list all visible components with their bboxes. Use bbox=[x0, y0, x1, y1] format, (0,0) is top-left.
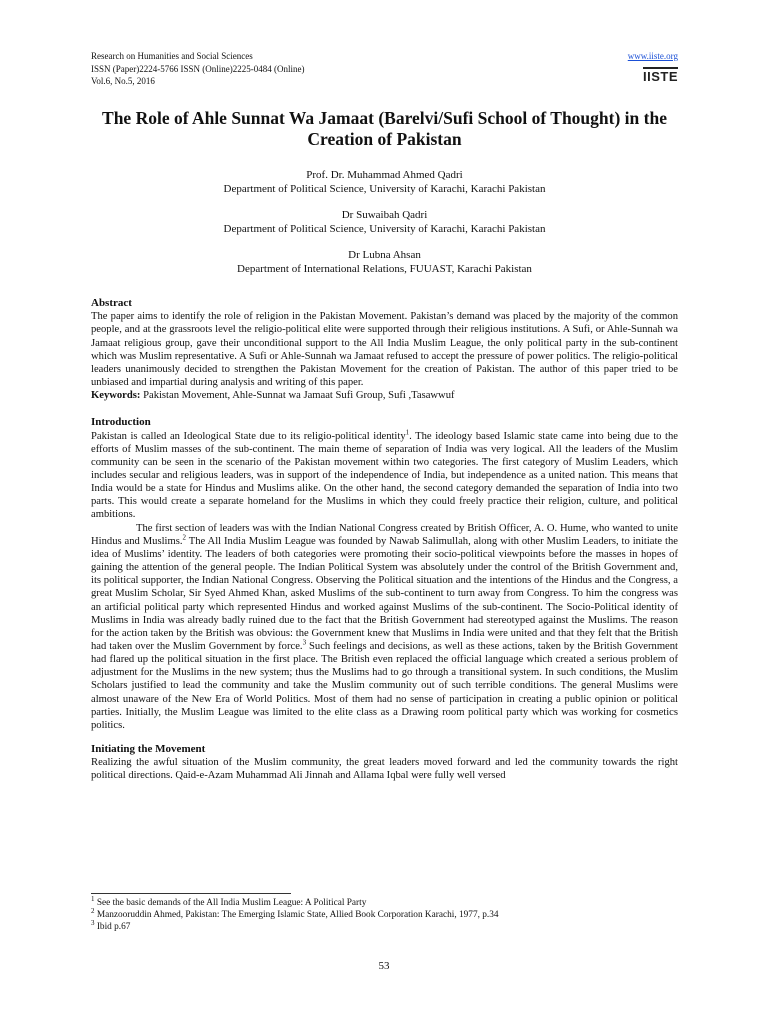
footnote-ref[interactable]: 2 bbox=[182, 533, 186, 542]
journal-name: Research on Humanities and Social Sciences bbox=[91, 51, 253, 61]
author-name: Dr Suwaibah Qadri bbox=[341, 209, 428, 221]
journal-website-link[interactable]: www.iiste.org bbox=[627, 51, 678, 61]
author-block bbox=[91, 168, 678, 196]
introduction-section bbox=[91, 416, 678, 732]
abstract-text: The paper aims to identify the role of religion in the Pakistan Movement. Pakistan’s demand was placed by the majority of the common people, and at the grassroots level the religio-political elite were supported through their religious institutions. A Sufi, or Ahle-Sunnah wa Jamaat religious group, gave their unconditional support to the All India Muslim League, the only political party in the sub-continent which was Muslim representative. A Sufi or Ahle-Sunnah wa Jamaat refused to accept the pressure of power politics. The religio-political leaders unanimously decided to strengthen the Pakistan Movement for the creation of Pakistan. The author of this paper tried to be unbiased and impartial during analysis and writing of this paper. bbox=[91, 311, 678, 388]
author-block bbox=[91, 208, 678, 236]
author-affiliation: Department of Political Science, University of Karachi, Karachi Pakistan bbox=[223, 223, 546, 235]
author-affiliation: Department of International Relations, FUUAST, Karachi Pakistan bbox=[237, 263, 532, 275]
footnote-text: Ibid p.67 bbox=[94, 922, 131, 932]
journal-volume: Vol.6, No.5, 2016 bbox=[91, 76, 155, 86]
journal-header bbox=[91, 50, 678, 90]
paragraph-text: The first section of leaders was with the Indian National Congress created by British Officer, A. O. Hume, who wanted to unite Hindus and Muslims. bbox=[91, 522, 678, 547]
footnotes bbox=[91, 894, 678, 933]
keywords-text: Pakistan Movement, Ahle-Sunnat wa Jamaat Sufi Group, Sufi ,Tasawwuf bbox=[143, 390, 455, 402]
paragraph-text: . The ideology based Islamic state came into being due to the efforts of Muslim masses of the sub-continent. The main theme of separation of India was very logical. All the leaders of the Muslim community can be seen in the scenario of the Pakistan movement within two categories. The first category of Muslim Leaders, which includes secular and religious leaders, was in support of the independence of India, but independence as a united nation. This means that India would be a state for Hindus and Muslims alike. On the other hand, the second category demanded the separation of India into two parts. This would create a separate homeland for the Muslims in which they could freely practice their religion, culture, and political ambitions. bbox=[91, 430, 678, 521]
initiating-heading: Initiating the Movement bbox=[91, 743, 206, 756]
abstract-section bbox=[91, 297, 678, 402]
footnote-text: Manzooruddin Ahmed, Pakistan: The Emerging Islamic State, Allied Book Corporation Karachi, 1977, p.34 bbox=[94, 910, 499, 920]
footnote-text: See the basic demands of the All India Muslim League: A Political Party bbox=[94, 898, 367, 908]
footnote-number: 1 bbox=[91, 894, 95, 903]
paper-page bbox=[91, 50, 678, 783]
footnote bbox=[91, 918, 678, 933]
author-name: Prof. Dr. Muhammad Ahmed Qadri bbox=[306, 169, 463, 181]
initiating-section bbox=[91, 743, 678, 783]
paragraph-text: The All India Muslim League was founded by Nawab Salimullah, along with other Muslim Leaders, to initiate the idea of Muslims’ identity. The leaders of both categories were promoting their socio-political viewpoints before the masses in hopes of gaining the attention of the general people. The Indian Political System was absolutely under the control of the British Government and, its political supporter, the Indian National Congress. Observing the Political situation and the intentions of the Hindus and the Congress, a great Muslim Scholar, Sir Syed Ahmed Khan, asked Muslims of the sub-continent to turn away from Congress. To him the congress was an artificial political party which represented Hindus and worked against Muslims of the sub-continent. The Socio-Political identity of Muslims in India was already badly ruined due to the fact that the British Government had stereotyped against the Muslims. The reason for the action taken by the British was obvious: the Government knew that Muslims in India were united and that they felt that the British had taken over the Muslim Government by force. bbox=[91, 535, 678, 652]
introduction-heading: Introduction bbox=[91, 416, 151, 429]
abstract-heading: Abstract bbox=[91, 297, 132, 309]
keywords-line bbox=[91, 389, 678, 402]
footnote-ref[interactable]: 1 bbox=[405, 427, 410, 436]
introduction-paragraph bbox=[91, 427, 678, 522]
iiste-logo: IISTE bbox=[642, 68, 678, 84]
paragraph-text: Pakistan is called an Ideological State due to its religio-political identity bbox=[91, 430, 406, 442]
footnote-number: 2 bbox=[91, 906, 95, 915]
footnote-ref[interactable]: 3 bbox=[302, 638, 307, 647]
footnote bbox=[91, 894, 678, 909]
introduction-paragraph bbox=[91, 522, 678, 733]
footnote-number: 3 bbox=[91, 918, 95, 927]
keywords-label: Keywords: bbox=[91, 390, 141, 402]
footnote bbox=[91, 906, 678, 921]
paper-title: The Role of Ahle Sunnat Wa Jamaat (Barelvi/Sufi School of Thought) in the Creation of Pakistan bbox=[102, 108, 667, 149]
initiating-paragraph: Realizing the awful situation of the Muslim community, the great leaders moved forward and led the community towards the right political directions. Qaid-e-Azam Muhammad Ali Jinnah and Allama Iqbal were fully well versed bbox=[91, 757, 678, 782]
paragraph-text: Such feelings and decisions, as well as these actions, taken by the British Government had flared up the political situation in the first place. The British even replaced the official language which created a serious problem of adjustment for the Muslims in the new system; thus the Muslims had to go through a transitional system. In such conditions, the Muslim Scholars justified to lead the community and take the Muslim community out of such terrible conditions. The general Muslims were almost unaware of the New Era of World Politics. Most of them had no sense of participation in creating a public opinion or political parties. Initially, the Muslim League was limited to the elite class as a Drawing room political party which was working for cosmetics politics. bbox=[91, 641, 678, 731]
author-name: Dr Lubna Ahsan bbox=[348, 249, 421, 261]
author-affiliation: Department of Political Science, University of Karachi, Karachi Pakistan bbox=[223, 183, 546, 195]
author-block bbox=[91, 248, 678, 276]
footnote-divider bbox=[91, 893, 291, 894]
journal-issn: ISSN (Paper)2224-5766 ISSN (Online)2225-0484 (Online) bbox=[91, 63, 305, 74]
page-number: 53 bbox=[378, 960, 390, 972]
